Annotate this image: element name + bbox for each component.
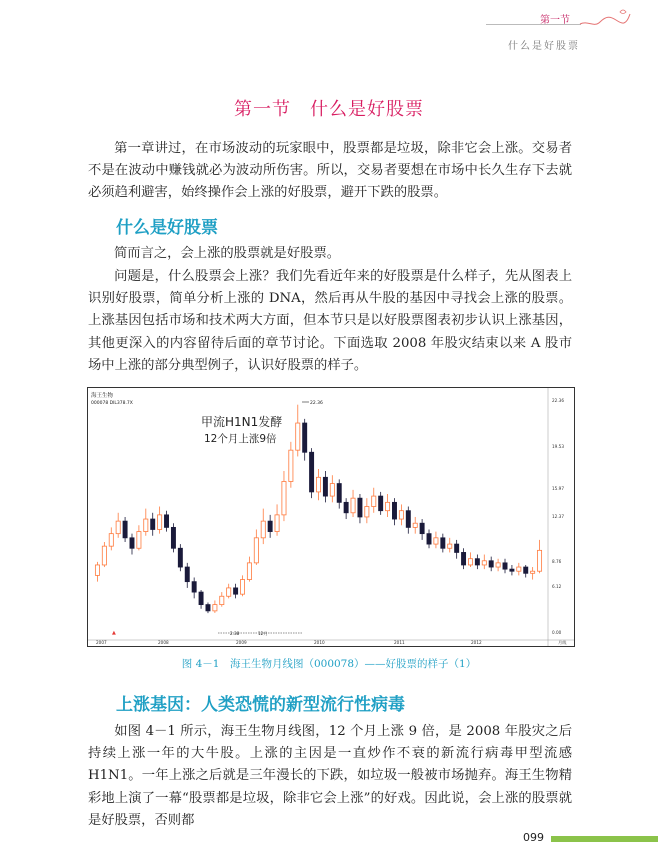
section-heading-good-stock: 什么是好股票 <box>116 218 218 238</box>
candle-up <box>213 605 217 611</box>
candle-up <box>282 481 286 514</box>
candle-down <box>171 527 175 548</box>
candle-down <box>192 582 196 592</box>
chart-annotation-line1: 甲流H1N1发酵 <box>201 415 283 429</box>
candle-up <box>448 544 452 548</box>
x-tick-label: 2008 <box>158 640 169 645</box>
candle-down <box>337 484 341 503</box>
candle-up <box>399 511 403 519</box>
header-title: 什么是好股票 <box>508 41 580 52</box>
candle-up <box>365 507 369 517</box>
section1-paragraph-2: 问题是，什么股票会上涨？我们先看近年来的好股票是什么样子，先从图表上识别好股票，简单分析上涨的 DNA，然后再从牛股的基因中寻找会上涨的股票。上涨基因包括市场和技术两大方面，但本节只是以好股票图表初步认识上涨基因，其他更深入的内容留待后面的章节讨论。下面选取 2008 年股灾结束以来 A 股市场中上涨的部分典型例子，认识好股票的样子。 <box>88 269 572 373</box>
candle-down <box>475 559 479 565</box>
y-tick-label: 8.76 <box>552 559 562 564</box>
section2-paragraph-1: 如图 4－1 所示，海王生物月线图，12 个月上涨 9 倍，是 2008 年股灾之后持续上涨一年的大牛股。上涨的主因是一直炒作不衰的新流行病毒甲型流感 H1N1。一年上涨之后就是三年漫长的下跌，如垃圾一般被市场抛弃。海王生物精彩地上演了一幕“股票都是垃圾，除非它会上涨”的好戏。因此说，会上涨的股票就是好股票，否则都 <box>88 724 572 828</box>
candle-down <box>510 569 514 571</box>
candle-up <box>496 563 500 567</box>
candle-up <box>517 567 521 571</box>
page-title: 第一节 什么是好股票 <box>234 99 424 120</box>
chart-svg <box>88 388 574 646</box>
candle-up <box>254 538 258 563</box>
candle-down <box>420 523 424 533</box>
candle-down <box>392 502 396 519</box>
candle-down <box>489 561 493 567</box>
candle-down <box>164 515 168 528</box>
candle-up <box>247 563 251 580</box>
y-tick-label: 19.53 <box>552 444 564 449</box>
candle-up <box>227 588 231 596</box>
candle-up <box>372 496 376 506</box>
candle-up <box>351 498 355 513</box>
candle-down <box>185 567 189 582</box>
candle-up <box>537 550 541 571</box>
candle-up <box>102 546 106 565</box>
y-tick-label: 6.12 <box>552 584 562 589</box>
chart-marker-arrow: ▲ <box>112 630 116 636</box>
candle-up <box>261 521 265 538</box>
candle-down <box>427 534 431 544</box>
candlestick-chart <box>87 387 575 647</box>
candle-up <box>220 596 224 604</box>
y-tick-label: 0.00 <box>552 630 562 635</box>
candle-down <box>524 567 528 573</box>
candle-up <box>296 423 300 450</box>
candle-down <box>441 538 445 548</box>
x-tick-label: 2009 <box>236 640 247 645</box>
candle-down <box>310 452 314 492</box>
candle-down <box>358 498 362 517</box>
y-tick-label: 12.37 <box>552 514 564 519</box>
candle-up <box>109 534 113 547</box>
candle-up <box>240 580 244 595</box>
candle-down <box>303 423 307 452</box>
page-number-bar <box>551 836 658 842</box>
candle-down <box>234 588 238 594</box>
candle-down <box>268 521 272 531</box>
candle-up <box>137 532 141 549</box>
x-tick-label: 2012 <box>471 640 482 645</box>
header-ornament-icon <box>578 6 638 30</box>
y-tick-label: 15.97 <box>552 486 564 491</box>
header-section: 第一节 <box>540 15 570 26</box>
candle-up <box>330 484 334 497</box>
chart-low-label-tail: 12月 <box>258 631 268 636</box>
page-number: 099 <box>523 831 544 844</box>
candle-up <box>158 515 162 530</box>
x-tick-label: 2010 <box>314 640 325 645</box>
candle-up <box>95 565 99 575</box>
chart-low-label: 2.38 <box>230 631 240 636</box>
figure-caption: 图 4－1 海王生物月线图（000078）——好股票的样子（1） <box>181 658 477 670</box>
intro-paragraph: 第一章讲过，在市场波动的玩家眼中，股票都是垃圾，除非它会上涨。交易者不是在波动中赚钱就必为波动所伤害。所以，交易者要想在市场中长久生存下去就必须趋利避害，始终操作会上涨的好股票，避开下跌的股票。 <box>88 141 572 201</box>
candle-up <box>316 477 320 492</box>
section-heading-rise-gene: 上涨基因：人类恐慌的新型流行性病毒 <box>116 695 405 715</box>
candle-up <box>468 559 472 565</box>
candle-down <box>455 544 459 552</box>
chart-high-label: 22.36 <box>310 401 323 406</box>
x-tick-label: 月线 <box>558 640 567 645</box>
candle-down <box>123 521 127 538</box>
candle-down <box>344 502 348 512</box>
candle-down <box>151 519 155 529</box>
candle-down <box>503 563 507 569</box>
candle-down <box>178 548 182 567</box>
candle-down <box>323 477 327 496</box>
x-tick-label: 2007 <box>96 640 107 645</box>
candle-up <box>116 521 120 534</box>
candle-up <box>413 523 417 527</box>
candle-down <box>461 552 465 565</box>
candle-up <box>275 515 279 532</box>
candle-up <box>289 450 293 481</box>
y-tick-label: 22.36 <box>552 398 564 403</box>
candle-down <box>199 592 203 605</box>
candle-up <box>531 571 535 573</box>
section1-paragraph-1: 简而言之，会上涨的股票就是好股票。 <box>114 246 341 261</box>
candle-down <box>206 605 210 611</box>
chart-annotation-line2: 12个月上涨9倍 <box>204 433 277 445</box>
chart-title: 海王生物 <box>91 393 114 399</box>
chart-subtitle: 000078 DIL378.7X <box>91 401 133 406</box>
x-tick-label: 2011 <box>394 640 405 645</box>
candle-down <box>379 496 383 511</box>
candle-up <box>482 561 486 565</box>
candle-down <box>130 538 134 548</box>
candle-up <box>144 519 148 532</box>
candle-down <box>406 511 410 528</box>
candle-up <box>386 502 390 510</box>
candle-up <box>434 538 438 544</box>
